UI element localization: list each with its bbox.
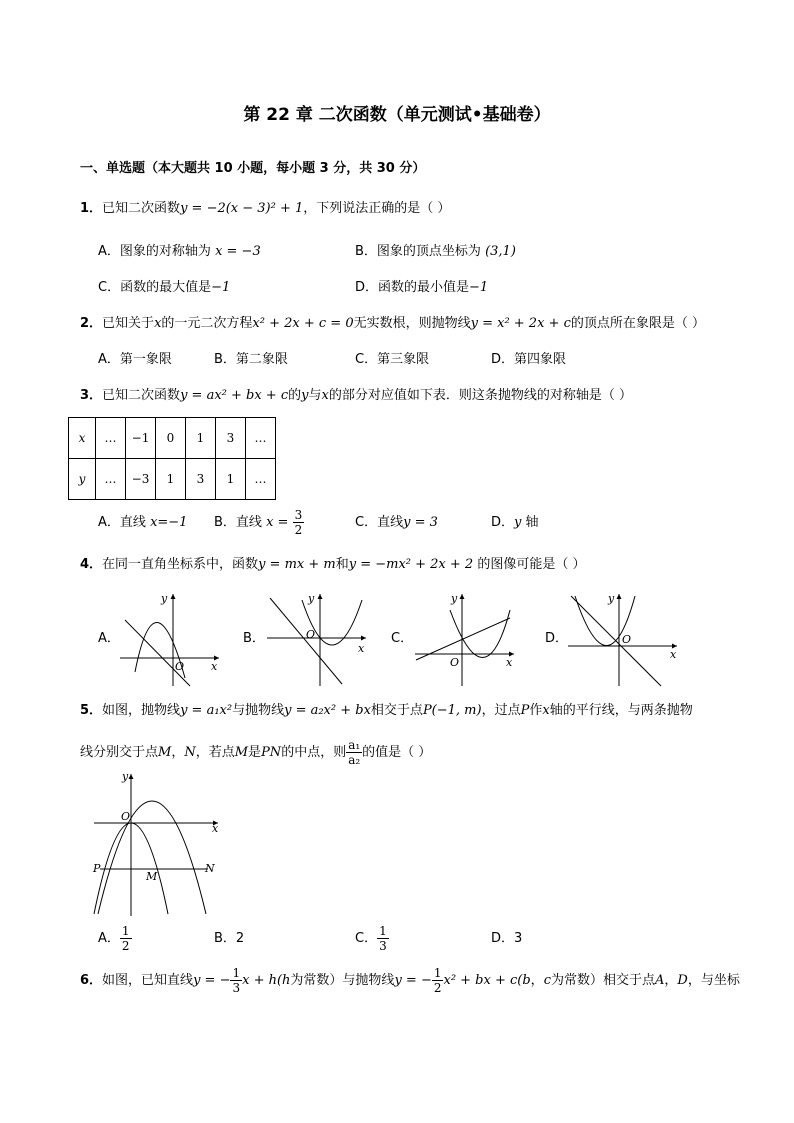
question-number: 4． (80, 557, 103, 572)
option-c: C．直线y = 3 (355, 515, 438, 530)
option-c: C．第三象限 (355, 352, 430, 367)
graph-option-c (410, 590, 520, 688)
option-b: B．图象的顶点坐标为 (3,1) (355, 244, 516, 259)
table-cell: x (69, 418, 96, 459)
value-table (68, 417, 276, 500)
option-d: D．第四象限 (491, 352, 567, 367)
figure-q5 (88, 768, 223, 918)
table-cell: y (69, 459, 96, 500)
y-axis-label: y (608, 592, 615, 605)
x-axis-label: x (212, 822, 219, 835)
option-c: C．函数的最大值是−1 (98, 280, 231, 295)
option-a: A． $\frac{1}{2}$ (98, 924, 130, 953)
point-p-label: P (93, 862, 101, 875)
table-cell: 1 (156, 459, 186, 500)
option-a: A．第一象限 (98, 352, 172, 367)
x-axis-label: x (358, 642, 365, 655)
table-cell: 3 (186, 459, 216, 500)
x-axis-label: x (670, 648, 677, 661)
option-d: D．y 轴 (491, 515, 539, 530)
option-b: B．直线 x = $\frac{3}{2}$ (214, 508, 303, 537)
option-d: D．3 (491, 931, 523, 946)
table-cell: … (246, 459, 276, 500)
point-n-label: N (205, 862, 215, 875)
origin-label: O (622, 633, 632, 646)
question-number: 6． (80, 973, 103, 988)
stem-text: 已知二次函数 (102, 201, 181, 216)
fraction: $\frac{\text{a₁}}{\text{a₂}}$ (348, 738, 361, 767)
question-number: 2． (80, 316, 103, 331)
option-d-label: D． (545, 631, 569, 646)
table-cell: 1 (186, 418, 216, 459)
table-cell: … (96, 459, 126, 500)
y-axis-label: y (308, 592, 315, 605)
graph-option-b (262, 590, 372, 688)
table-cell: 3 (216, 418, 246, 459)
origin-label: O (306, 628, 316, 641)
y-axis-label: y (161, 592, 168, 605)
table-cell: … (96, 418, 126, 459)
graph-option-d (563, 590, 683, 688)
section-heading: 一、单选题（本大题共 10 小题，每小题 3 分，共 30 分） (80, 161, 426, 176)
table-cell: −3 (126, 459, 156, 500)
fraction: $\frac{1}{2}$ (433, 966, 442, 995)
question-5-stem-line2: 线分别交于点M，N，若点M是PN的中点，则 $\frac{\text{a₁}}{\text{a₂}}$ 的值是（ ） (80, 738, 432, 767)
option-a: A．直线 x=−1 (98, 515, 188, 530)
question-2-stem: 2．已知关于x的一元二次方程x² + 2x + c = 0无实数根，则抛物线y = x² + 2x + c的顶点所在象限是（ ） (80, 316, 705, 331)
fraction: $\frac{1}{3}$ (379, 924, 387, 953)
question-number: 3． (80, 388, 103, 403)
origin-label: O (121, 810, 131, 823)
page-title: 第 22 章 二次函数（单元测试•基础卷） (243, 105, 551, 125)
x-axis-label: x (506, 656, 513, 669)
table-cell: −1 (126, 418, 156, 459)
question-5-stem: 5．如图，抛物线y = a₁x²与抛物线y = a₂x² + bx相交于点P(−1, m)，过点P作x轴的平行线，与两条抛物 (80, 703, 693, 718)
table-cell: … (246, 418, 276, 459)
question-6-stem: 6．如图，已知直线y = − $\frac{1}{3}$ x + h(h为常数）与抛物线y = − $\frac{1}{2}$ x² + bx + c(b，c为常数）相交于点A，D，与坐标 (80, 966, 740, 995)
graph-option-a (115, 590, 225, 688)
fraction: $\frac{1}{2}$ (121, 924, 130, 953)
question-number: 5． (80, 703, 103, 718)
option-c-label: C． (391, 631, 414, 646)
question-1-stem (80, 200, 450, 218)
option-b: B．2 (214, 931, 245, 946)
option-a: A．图象的对称轴为 x = −3 (98, 244, 261, 259)
option-a-label: A． (98, 631, 120, 646)
stem-text: ，下列说法正确的是（ ） (303, 201, 451, 216)
y-axis-label: y (451, 592, 458, 605)
option-b: B．第二象限 (214, 352, 288, 367)
question-4-stem: 4．在同一直角坐标系中，函数y = mx + m和y = −mx² + 2x + 2 的图像可能是（ ） (80, 557, 586, 572)
x-axis-label: x (211, 660, 218, 673)
fraction: $\frac{1}{3}$ (232, 966, 241, 995)
fraction: $\frac{3}{2}$ (294, 508, 303, 537)
table-cell: 1 (216, 459, 246, 500)
question-3-stem: 3．已知二次函数y = ax² + bx + c的y与x的部分对应值如下表．则这条抛物线的对称轴是（ ） (80, 388, 632, 403)
formula: y = −2(x − 3)² + 1 (180, 201, 304, 216)
origin-label: O (175, 660, 185, 673)
option-c: C． $\frac{1}{3}$ (355, 924, 387, 953)
y-axis-label: y (122, 770, 129, 783)
origin-label: O (450, 656, 460, 669)
option-d: D．函数的最小值是−1 (355, 280, 489, 295)
table-row (69, 459, 276, 500)
option-b-label: B． (243, 631, 265, 646)
point-m-label: M (146, 870, 158, 883)
table-cell: 0 (156, 418, 186, 459)
table-row (69, 418, 276, 459)
question-number: 1． (80, 201, 103, 216)
